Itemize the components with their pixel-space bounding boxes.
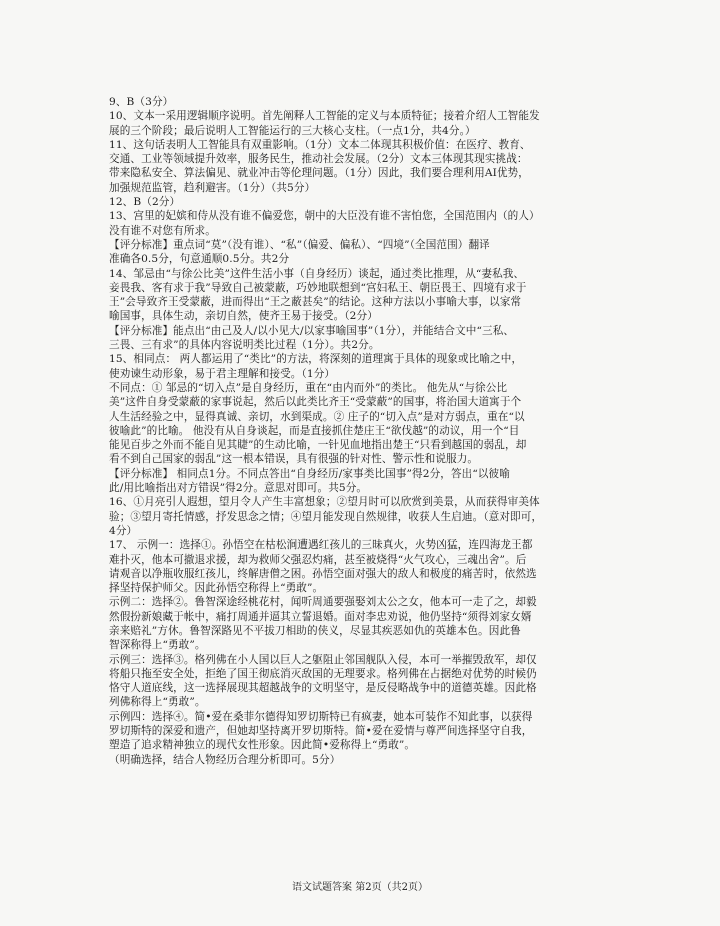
answer-line: 不同点：① 邹忌的“切入点”是自身经历，重在“由内而外”的类比。 他先从“与徐公比 — [109, 381, 508, 394]
answer-line: 交通、工业等领域提升效率，服务民生，推动社会发展。（2分）文本三体现其现实挑战： — [109, 153, 528, 166]
answer-line: 14、邹忌由“与徐公比美”这件生活小事（自身经历）谈起，通过类比推理，从“妻私我、 — [109, 267, 525, 280]
answer-line: 智深称得上“勇敢”。 — [109, 639, 206, 652]
answer-line: 【评分标准】能点出“由己及人/以小见大/以家事喻国事”（1分），并能结合文中“三私、 — [109, 324, 515, 337]
answer-line: 列佛称得上“勇敢”。 — [109, 696, 206, 709]
answer-line: 彼喻此”的比喻。 他没有从自身谈起，而是直接抓住楚庄王“欲伐越”的动议，用一个“目 — [109, 424, 520, 437]
answer-line: 4分） — [109, 524, 138, 537]
answer-line: 示例四：选择④。简•爱在桑菲尔德得知罗切斯特已有疯妻，她本可装作不知此事，以获得 — [109, 710, 533, 723]
answer-line: 看不到自己国家的弱乱”这一根本错误，具有很强的针对性、警示性和说服力。 — [109, 453, 479, 466]
answer-line: 将船只拖至安全处，拒绝了国王彻底消灭敌国的无理要求。格列佛在占据绝对优势的时候仍 — [109, 667, 537, 680]
answer-line: 加强规范监管，趋利避害。（1分）（共5分） — [109, 181, 316, 194]
answer-line: 请观音以净瓶收服红孩儿，终解唐僧之困。孙悟空面对强大的敌人和极度的痛苦时，依然选 — [109, 567, 537, 580]
answer-line: 带来隐私安全、算法偏见、就业冲击等伦理问题。（1分）因此，我们要合理利用AI优势， — [109, 167, 529, 180]
answer-line: 难扑灭，他本可撤退求援，却为救师父强忍灼痛，甚至被烧得“火气攻心，三魂出舍”。后 — [109, 553, 527, 566]
answer-line: 择坚持保护师父。因此孙悟空称得上“勇敢”。 — [109, 582, 324, 595]
answer-line: 示例二：选择②。鲁智深途经桃花村，闻听周通要强娶刘太公之女，他本可一走了之，却毅 — [109, 596, 537, 609]
answer-line: 妾畏我、客有求于我”导致自己被蒙蔽，巧妙地联想到“宫妇私王、朝臣畏王、四境有求于 — [109, 281, 527, 294]
answer-line: （明确选择，结合人物经历合理分析即可。5分） — [109, 753, 341, 766]
answer-line: 16、①月亮引人遐想，望月令人产生丰富想象；②望月时可以欣赏到美景，从而获得审美体 — [109, 496, 540, 509]
answer-line: 三畏、三有求”的具体内容说明类比过程（1分）。共2分。 — [109, 339, 380, 352]
answer-line: 准确各0.5分，句意通顺0.5分。共2分 — [109, 253, 290, 266]
answer-line: 10、文本一采用逻辑顺序说明。首先阐释人工智能的定义与本质特征；接着介绍人工智能发 — [109, 110, 540, 123]
page-footer: 语文试题答案 第2页（共2页） — [292, 882, 428, 893]
answer-line: 13、宫里的妃嫔和侍从没有谁不偏爱您，朝中的大臣没有谁不害怕您，全国范围内（的人） — [109, 210, 540, 223]
answer-line: 展的三个阶段；最后说明人工智能运行的三大核心支柱。（一点1分，共4分。） — [109, 124, 476, 137]
answer-content — [109, 95, 619, 767]
answer-line: 没有谁不对您有所求。 — [109, 224, 216, 237]
answer-line: 王”会导致齐王受蒙蔽，进而得出“王之蔽甚矣”的结论。这种方法以小事喻大事，以家常 — [109, 296, 522, 309]
answer-line: 9、B（3分） — [109, 96, 174, 108]
answer-line: 17、 示例一：选择①。孙悟空在枯松涧遭遇红孩儿的三昧真火，火势凶猛，连四海龙王都 — [109, 539, 533, 552]
answer-line: 能见百步之外而不能自见其睫”的生动比喻，一针见血地指出楚王“只看到越国的弱乱，却 — [109, 439, 527, 452]
answer-line: 美”这件自身受蒙蔽的家事说起，然后以此类比齐王“受蒙蔽”的国事，将治国大道寓于个 — [109, 396, 522, 409]
answer-line: 塑造了追求精神独立的现代女性形象。因此简•爱称得上“勇敢”。 — [109, 739, 416, 752]
answer-line: 【评分标准】 相同点1分。不同点答出“自身经历/家事类比国事”得2分，答出“以彼喻 — [109, 467, 510, 480]
answer-line: 恪守人道底线，这一选择展现其超越战争的文明坚守，是反侵略战争中的道德英雄。因此格 — [109, 682, 537, 695]
answer-line: 11、这句话表明人工智能具有双重影响。（1分）文本二体现其积极价值：在医疗、教育、 — [109, 138, 531, 151]
answer-line: 示例三：选择③。格列佛在小人国以巨人之躯阻止邻国舰队入侵，本可一举摧毁敌军，却仅 — [109, 653, 537, 666]
answer-line: 然假扮新娘藏于帐中，痛打周通并逼其立誓退婚。面对李忠劝说，他仍坚持“须得刘家女婿 — [109, 610, 532, 623]
answer-line: 此/用比喻指出对方错误”得2分。意思对即可。共5分。 — [109, 482, 368, 495]
answer-line: 亲来赔礼”方休。鲁智深路见不平拔刀相助的侠义，尽显其疾恶如仇的英雄本色。因此鲁 — [109, 624, 521, 637]
answer-line: 15、相同点： 两人都运用了“类比”的方法，将深刻的道理寓于具体的现象或比喻之中， — [109, 353, 523, 366]
answer-line: 【评分标准】重点词“莫”（没有谁）、“私”（偏爱、偏私）、“四境”（全国范围）翻译 — [109, 238, 490, 251]
answer-line: 人生活经验之中，显得真诚、亲切，水到渠成。② 庄子的“切入点”是对方弱点，重在“以 — [109, 410, 525, 423]
answer-line: 验；③望月寄托情感，抒发思念之情；④望月能发现自然规律，收获人生启迪。（意对即可， — [109, 510, 543, 523]
answer-line: 罗切斯特的深爱和遗产，但她却坚持离开罗切斯特。简•爱在爱情与尊严间选择坚守自我， — [109, 725, 533, 738]
answer-line: 使劝谏生动形象，易于君主理解和接受。（1分） — [109, 367, 336, 380]
answer-line: 喻国事，具体生动，亲切自然，使齐王易于接受。（2分） — [109, 310, 378, 323]
answer-line: 12、B（2分） — [109, 196, 181, 209]
